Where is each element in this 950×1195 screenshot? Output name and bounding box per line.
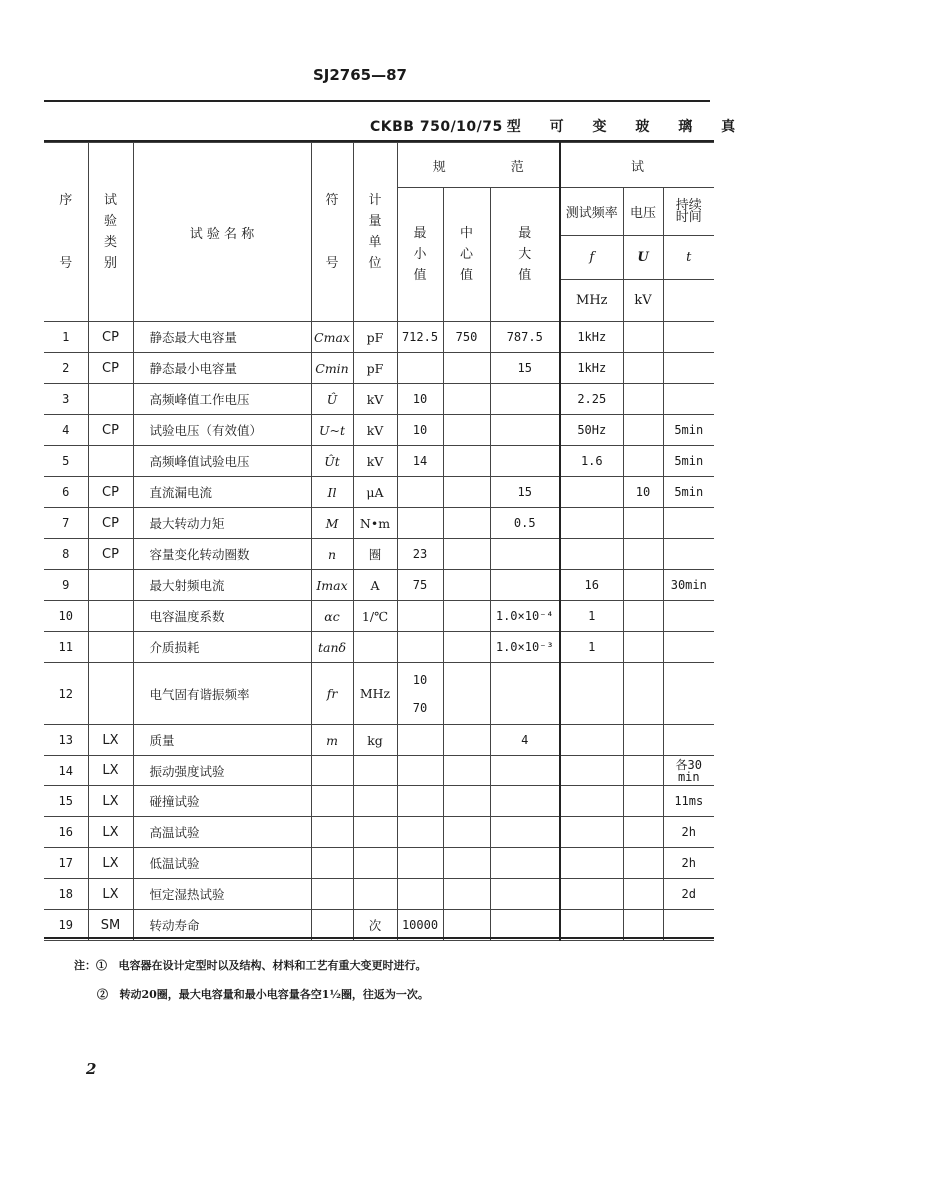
test-voltage	[623, 570, 663, 601]
spec-min	[397, 879, 443, 910]
spec-min	[397, 756, 443, 786]
header-symbol: 符 号	[311, 143, 353, 322]
unit: MHz	[353, 663, 397, 725]
test-voltage	[623, 817, 663, 848]
test-voltage	[623, 384, 663, 415]
test-name: 高频峰值工作电压	[133, 384, 311, 415]
spec-min: 10	[397, 384, 443, 415]
test-frequency	[560, 786, 623, 817]
table-body	[44, 322, 714, 941]
row-number: 10	[44, 601, 88, 632]
test-name: 最大射频电流	[133, 570, 311, 601]
row-number: 2	[44, 353, 88, 384]
symbol: fr	[311, 663, 353, 725]
test-frequency: 1.6	[560, 446, 623, 477]
test-category: CP	[88, 539, 133, 570]
duration	[663, 539, 714, 570]
header-spec-max: 最 大 值	[490, 188, 560, 322]
note-2-label: ②	[96, 988, 108, 1001]
bottom-rule	[44, 937, 714, 939]
test-frequency: 1kHz	[560, 322, 623, 353]
caption-title: 型 可 变 玻 璃 真	[506, 119, 748, 135]
table-row	[44, 756, 714, 786]
symbol	[311, 910, 353, 941]
test-frequency	[560, 539, 623, 570]
header-spec-center: 中 心 值	[443, 188, 490, 322]
test-name: 恒定湿热试验	[133, 879, 311, 910]
duration	[663, 384, 714, 415]
row-number: 3	[44, 384, 88, 415]
table-row	[44, 322, 714, 353]
test-voltage	[623, 601, 663, 632]
test-voltage	[623, 910, 663, 941]
row-number: 11	[44, 632, 88, 663]
test-frequency: 1	[560, 601, 623, 632]
test-category: LX	[88, 848, 133, 879]
test-voltage	[623, 786, 663, 817]
row-number: 7	[44, 508, 88, 539]
duration: 5min	[663, 415, 714, 446]
spec-min	[397, 786, 443, 817]
spec-center	[443, 415, 490, 446]
spec-center	[443, 384, 490, 415]
table-row	[44, 539, 714, 570]
spec-center	[443, 725, 490, 756]
duration: 5min	[663, 446, 714, 477]
test-name: 介质损耗	[133, 632, 311, 663]
spec-min	[397, 817, 443, 848]
spec-center	[443, 786, 490, 817]
duration	[663, 910, 714, 941]
spec-max: 4	[490, 725, 560, 756]
table-row	[44, 384, 714, 415]
note-2-text-a: 转动20圈，最大电容量和最小电容量各空	[119, 988, 322, 1001]
test-frequency: 50Hz	[560, 415, 623, 446]
spec-max	[490, 848, 560, 879]
unit: kV	[353, 384, 397, 415]
test-name: 低温试验	[133, 848, 311, 879]
table-row	[44, 663, 714, 725]
test-name: 静态最小电容量	[133, 353, 311, 384]
row-number: 1	[44, 322, 88, 353]
symbol	[311, 817, 353, 848]
unit: 1/℃	[353, 601, 397, 632]
test-name: 电容温度系数	[133, 601, 311, 632]
spec-max	[490, 415, 560, 446]
test-category	[88, 570, 133, 601]
test-voltage	[623, 446, 663, 477]
test-voltage	[623, 632, 663, 663]
spec-center	[443, 601, 490, 632]
test-category: CP	[88, 415, 133, 446]
spec-center	[443, 353, 490, 384]
duration	[663, 663, 714, 725]
unit: kV	[353, 415, 397, 446]
note-1-text: 电容器在设计定型时以及结构、材料和工艺有重大变更时进行。	[118, 959, 427, 972]
unit: 次	[353, 910, 397, 941]
test-frequency: 1	[560, 632, 623, 663]
spec-max	[490, 786, 560, 817]
unit	[353, 632, 397, 663]
spec-table	[44, 142, 714, 941]
spec-center	[443, 632, 490, 663]
spec-min: 10000	[397, 910, 443, 941]
test-name: 振动强度试验	[133, 756, 311, 786]
test-name: 碰撞试验	[133, 786, 311, 817]
header-test-group: 试	[560, 143, 714, 188]
row-number: 5	[44, 446, 88, 477]
spec-max: 1.0×10⁻³	[490, 632, 560, 663]
unit: kV	[353, 446, 397, 477]
unit	[353, 817, 397, 848]
spec-min	[397, 601, 443, 632]
table-row	[44, 786, 714, 817]
spec-max	[490, 570, 560, 601]
test-voltage	[623, 415, 663, 446]
spec-center	[443, 879, 490, 910]
unit	[353, 756, 397, 786]
test-name: 质量	[133, 725, 311, 756]
duration: 2d	[663, 879, 714, 910]
table-row	[44, 632, 714, 663]
row-number: 19	[44, 910, 88, 941]
spec-center: 750	[443, 322, 490, 353]
test-category	[88, 384, 133, 415]
unit: kg	[353, 725, 397, 756]
test-voltage: 10	[623, 477, 663, 508]
spec-max	[490, 446, 560, 477]
symbol: M	[311, 508, 353, 539]
test-voltage	[623, 756, 663, 786]
row-number: 15	[44, 786, 88, 817]
spec-center	[443, 446, 490, 477]
spec-min: 712.5	[397, 322, 443, 353]
spec-min: 10	[397, 415, 443, 446]
spec-center	[443, 508, 490, 539]
duration: 2h	[663, 817, 714, 848]
duration: 30min	[663, 570, 714, 601]
note-2-fraction: 1½	[321, 988, 341, 1001]
duration: 5min	[663, 477, 714, 508]
table-row	[44, 477, 714, 508]
unit: μA	[353, 477, 397, 508]
spec-center	[443, 848, 490, 879]
header-spec-group: 规 范	[397, 143, 560, 188]
test-voltage	[623, 725, 663, 756]
test-name: 静态最大电容量	[133, 322, 311, 353]
test-category: LX	[88, 725, 133, 756]
duration: 11ms	[663, 786, 714, 817]
spec-max: 15	[490, 477, 560, 508]
symbol: Ût	[311, 446, 353, 477]
spec-max	[490, 663, 560, 725]
test-voltage	[623, 322, 663, 353]
test-category: CP	[88, 477, 133, 508]
test-category: SM	[88, 910, 133, 941]
table-row	[44, 508, 714, 539]
header-frequency-symbol: f	[560, 236, 623, 280]
spec-max	[490, 879, 560, 910]
header-duration-unit	[663, 280, 714, 322]
symbol: Imax	[311, 570, 353, 601]
test-category	[88, 446, 133, 477]
document-code: SJ2765—87	[312, 66, 407, 84]
duration	[663, 601, 714, 632]
table-row	[44, 601, 714, 632]
symbol: m	[311, 725, 353, 756]
note-2	[74, 986, 429, 1002]
spec-max	[490, 384, 560, 415]
spec-center	[443, 817, 490, 848]
unit: pF	[353, 322, 397, 353]
table-row	[44, 446, 714, 477]
test-voltage	[623, 508, 663, 539]
spec-min	[397, 725, 443, 756]
table-header	[44, 143, 714, 322]
spec-center	[443, 910, 490, 941]
spec-max	[490, 910, 560, 941]
test-category: LX	[88, 817, 133, 848]
symbol: Û	[311, 384, 353, 415]
spec-max	[490, 539, 560, 570]
spec-min: 14	[397, 446, 443, 477]
header-unit: 计 量 单 位	[353, 143, 397, 322]
symbol	[311, 879, 353, 910]
test-category	[88, 601, 133, 632]
caption-model: CKBB 750/10/75	[370, 119, 503, 135]
test-category: CP	[88, 508, 133, 539]
test-category: LX	[88, 786, 133, 817]
test-frequency	[560, 725, 623, 756]
symbol: αc	[311, 601, 353, 632]
symbol: Cmin	[311, 353, 353, 384]
row-number: 12	[44, 663, 88, 725]
note-2-text-b: 圈，往返为一次。	[340, 988, 429, 1001]
test-frequency	[560, 879, 623, 910]
test-category: CP	[88, 353, 133, 384]
test-voltage	[623, 848, 663, 879]
table-row	[44, 879, 714, 910]
table-row	[44, 910, 714, 941]
unit	[353, 786, 397, 817]
test-voltage	[623, 539, 663, 570]
header-duration-symbol: t	[663, 236, 714, 280]
duration	[663, 725, 714, 756]
test-frequency: 1kHz	[560, 353, 623, 384]
spec-min	[397, 632, 443, 663]
table-row	[44, 817, 714, 848]
test-name: 试验电压（有效值）	[133, 415, 311, 446]
unit: 圈	[353, 539, 397, 570]
symbol	[311, 786, 353, 817]
duration	[663, 632, 714, 663]
row-number: 14	[44, 756, 88, 786]
test-frequency	[560, 848, 623, 879]
table-caption	[370, 116, 747, 136]
header-voltage-symbol: U	[623, 236, 663, 280]
row-number: 4	[44, 415, 88, 446]
note-1-label: 注：①	[74, 959, 107, 972]
spec-max: 1.0×10⁻⁴	[490, 601, 560, 632]
header-voltage-unit: kV	[623, 280, 663, 322]
spec-max: 0.5	[490, 508, 560, 539]
unit	[353, 879, 397, 910]
test-category: LX	[88, 879, 133, 910]
duration	[663, 353, 714, 384]
test-frequency	[560, 756, 623, 786]
table-row	[44, 570, 714, 601]
test-frequency	[560, 508, 623, 539]
page-number: 2	[86, 1060, 97, 1078]
spec-min	[397, 353, 443, 384]
test-name: 高频峰值试验电压	[133, 446, 311, 477]
symbol: U~t	[311, 415, 353, 446]
unit: N•m	[353, 508, 397, 539]
spec-max	[490, 756, 560, 786]
unit: A	[353, 570, 397, 601]
test-category: LX	[88, 756, 133, 786]
table-row	[44, 848, 714, 879]
unit	[353, 848, 397, 879]
header-test-name: 试 验 名 称	[133, 143, 311, 322]
header-duration: 持续 时间	[663, 188, 714, 236]
header-seq: 序 号	[44, 143, 88, 322]
row-number: 13	[44, 725, 88, 756]
spec-center	[443, 663, 490, 725]
test-name: 容量变化转动圈数	[133, 539, 311, 570]
symbol: tanδ	[311, 632, 353, 663]
row-number: 9	[44, 570, 88, 601]
spec-center	[443, 570, 490, 601]
test-voltage	[623, 663, 663, 725]
test-name: 直流漏电流	[133, 477, 311, 508]
spec-min	[397, 508, 443, 539]
header-frequency-unit: MHz	[560, 280, 623, 322]
header-test-type: 试 验 类 别	[88, 143, 133, 322]
test-frequency	[560, 663, 623, 725]
unit: pF	[353, 353, 397, 384]
row-number: 6	[44, 477, 88, 508]
test-frequency	[560, 817, 623, 848]
spec-max: 15	[490, 353, 560, 384]
test-voltage	[623, 353, 663, 384]
note-1	[74, 957, 427, 973]
table-row	[44, 725, 714, 756]
test-category: CP	[88, 322, 133, 353]
row-number: 18	[44, 879, 88, 910]
header-test-voltage: 电压	[623, 188, 663, 236]
spec-center	[443, 477, 490, 508]
table-row	[44, 415, 714, 446]
symbol	[311, 848, 353, 879]
symbol	[311, 756, 353, 786]
header-spec-min: 最 小 值	[397, 188, 443, 322]
symbol: Cmax	[311, 322, 353, 353]
spec-max: 787.5	[490, 322, 560, 353]
test-name: 最大转动力矩	[133, 508, 311, 539]
spec-min	[397, 848, 443, 879]
row-number: 8	[44, 539, 88, 570]
test-voltage	[623, 879, 663, 910]
spec-min: 75	[397, 570, 443, 601]
header-test-frequency: 测试频率	[560, 188, 623, 236]
duration: 各30 min	[663, 756, 714, 786]
row-number: 16	[44, 817, 88, 848]
test-name: 高温试验	[133, 817, 311, 848]
duration: 2h	[663, 848, 714, 879]
spec-center	[443, 756, 490, 786]
top-rule	[44, 100, 710, 102]
symbol: n	[311, 539, 353, 570]
spec-min: 10 70	[397, 663, 443, 725]
test-frequency: 2.25	[560, 384, 623, 415]
test-frequency	[560, 477, 623, 508]
test-frequency	[560, 910, 623, 941]
spec-min: 23	[397, 539, 443, 570]
spec-max	[490, 817, 560, 848]
duration	[663, 508, 714, 539]
test-category	[88, 632, 133, 663]
table-row	[44, 353, 714, 384]
test-name: 电气固有谐振频率	[133, 663, 311, 725]
test-name: 转动寿命	[133, 910, 311, 941]
row-number: 17	[44, 848, 88, 879]
test-frequency: 16	[560, 570, 623, 601]
spec-center	[443, 539, 490, 570]
duration	[663, 322, 714, 353]
spec-min	[397, 477, 443, 508]
test-category	[88, 663, 133, 725]
symbol: Il	[311, 477, 353, 508]
